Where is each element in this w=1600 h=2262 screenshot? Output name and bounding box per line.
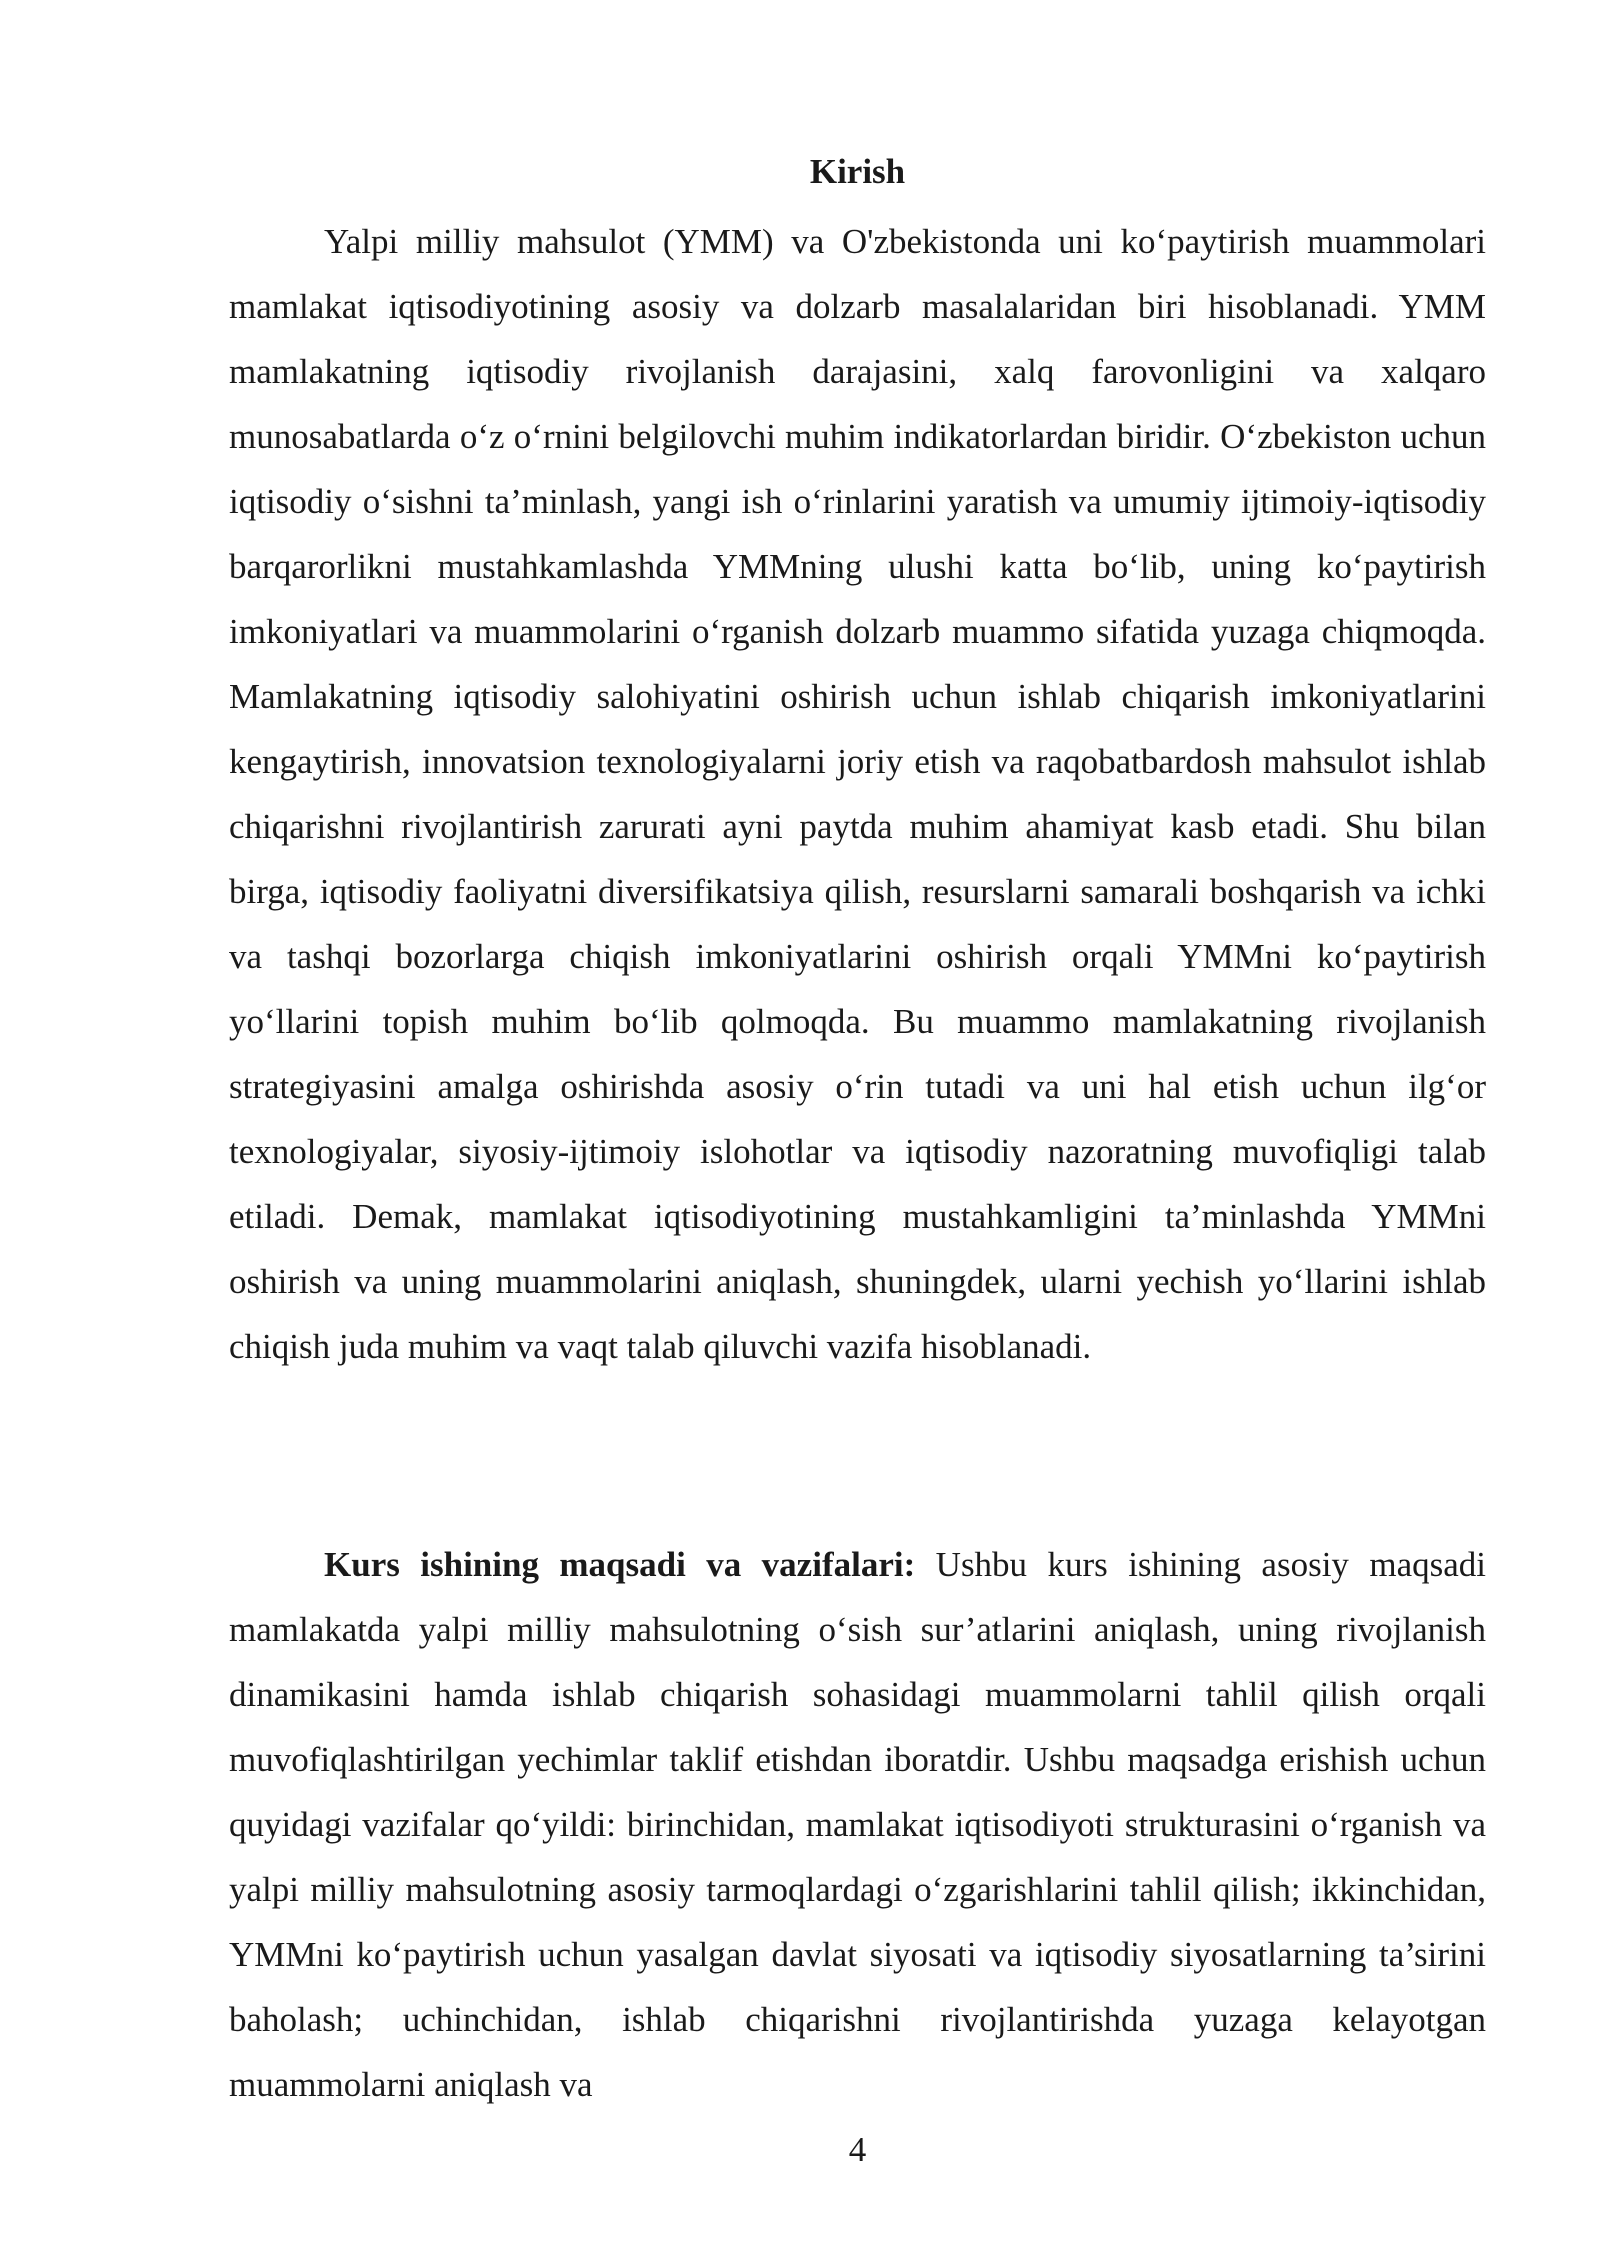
goals-paragraph-body: Ushbu kurs ishining asosiy maqsadi mamlakatda yalpi milliy mahsulotning oʻsish sur’atlarini aniqlash, uning rivojlanish dinamikasini hamda ishlab chiqarish sohasidagi muammolarni tahlil qilish orqali muvofiqlashtirilgan yechimlar taklif etishdan iboratdir. Ushbu maqsadga erishish uchun quyidagi vazifalar qoʻyildi: birinchidan, mamlakat iqtisodiyoti strukturasini oʻrganish va yalpi milliy mahsulotning asosiy tarmoqlardagi oʻzgarishlarini tahlil qilish; ikkinchidan, YMMni koʻpaytirish uchun yasalgan davlat siyosati va iqtisodiy siyosatlarning ta’sirini baholash; uchinchidan, ishlab chiqarishni rivojlantirishda yuzaga kelayotgan muammolarni aniqlash va (229, 1545, 1486, 2104)
section-heading: Kirish (809, 152, 906, 191)
page-number: 4 (848, 2130, 867, 2169)
goals-paragraph-lead: Kurs ishining maqsadi va vazifalari: (324, 1545, 916, 1584)
intro-paragraph: Yalpi milliy mahsulot (YMM) va O'zbekistonda uni koʻpaytirish muammolari mamlakat iqtisodiyotining asosiy va dolzarb masalalaridan biri hisoblanadi. YMM mamlakatning iqtisodiy rivojlanish darajasini, xalq farovonligini va xalqaro munosabatlarda oʻz oʻrnini belgilovchi muhim indikatorlardan biridir. Oʻzbekiston uchun iqtisodiy oʻsishni ta’minlash, yangi ish oʻrinlarini yaratish va umumiy ijtimoiy-iqtisodiy barqarorlikni mustahkamlashda YMMning ulushi katta boʻlib, uning koʻpaytirish imkoniyatlari va muammolarini oʻrganish dolzarb muammo sifatida yuzaga chiqmoqda. Mamlakatning iqtisodiy salohiyatini oshirish uchun ishlab chiqarish imkoniyatlarini kengaytirish, innovatsion texnologiyalarni joriy etish va raqobatbardosh mahsulot ishlab chiqarishni rivojlantirish zarurati ayni paytda muhim ahamiyat kasb etadi. Shu bilan birga, iqtisodiy faoliyatni diversifikatsiya qilish, resurslarni samarali boshqarish va ichki va tashqi bozorlarga chiqish imkoniyatlarini oshirish orqali YMMni koʻpaytirish yoʻllarini topish muhim boʻlib qolmoqda. Bu muammo mamlakatning rivojlanish strategiyasini amalga oshirishda asosiy oʻrin tutadi va uni hal etish uchun ilgʻor texnologiyalar, siyosiy-ijtimoiy islohotlar va iqtisodiy nazoratning muvofiqligi talab etiladi. Demak, mamlakat iqtisodiyotining mustahkamligini ta’minlashda YMMni oshirish va uning muammolarini aniqlash, shuningdek, ularni yechish yoʻllarini ishlab chiqish juda muhim va vaqt talab qiluvchi vazifa hisoblanadi. (229, 222, 1486, 1366)
goals-paragraph (229, 1532, 1486, 2117)
